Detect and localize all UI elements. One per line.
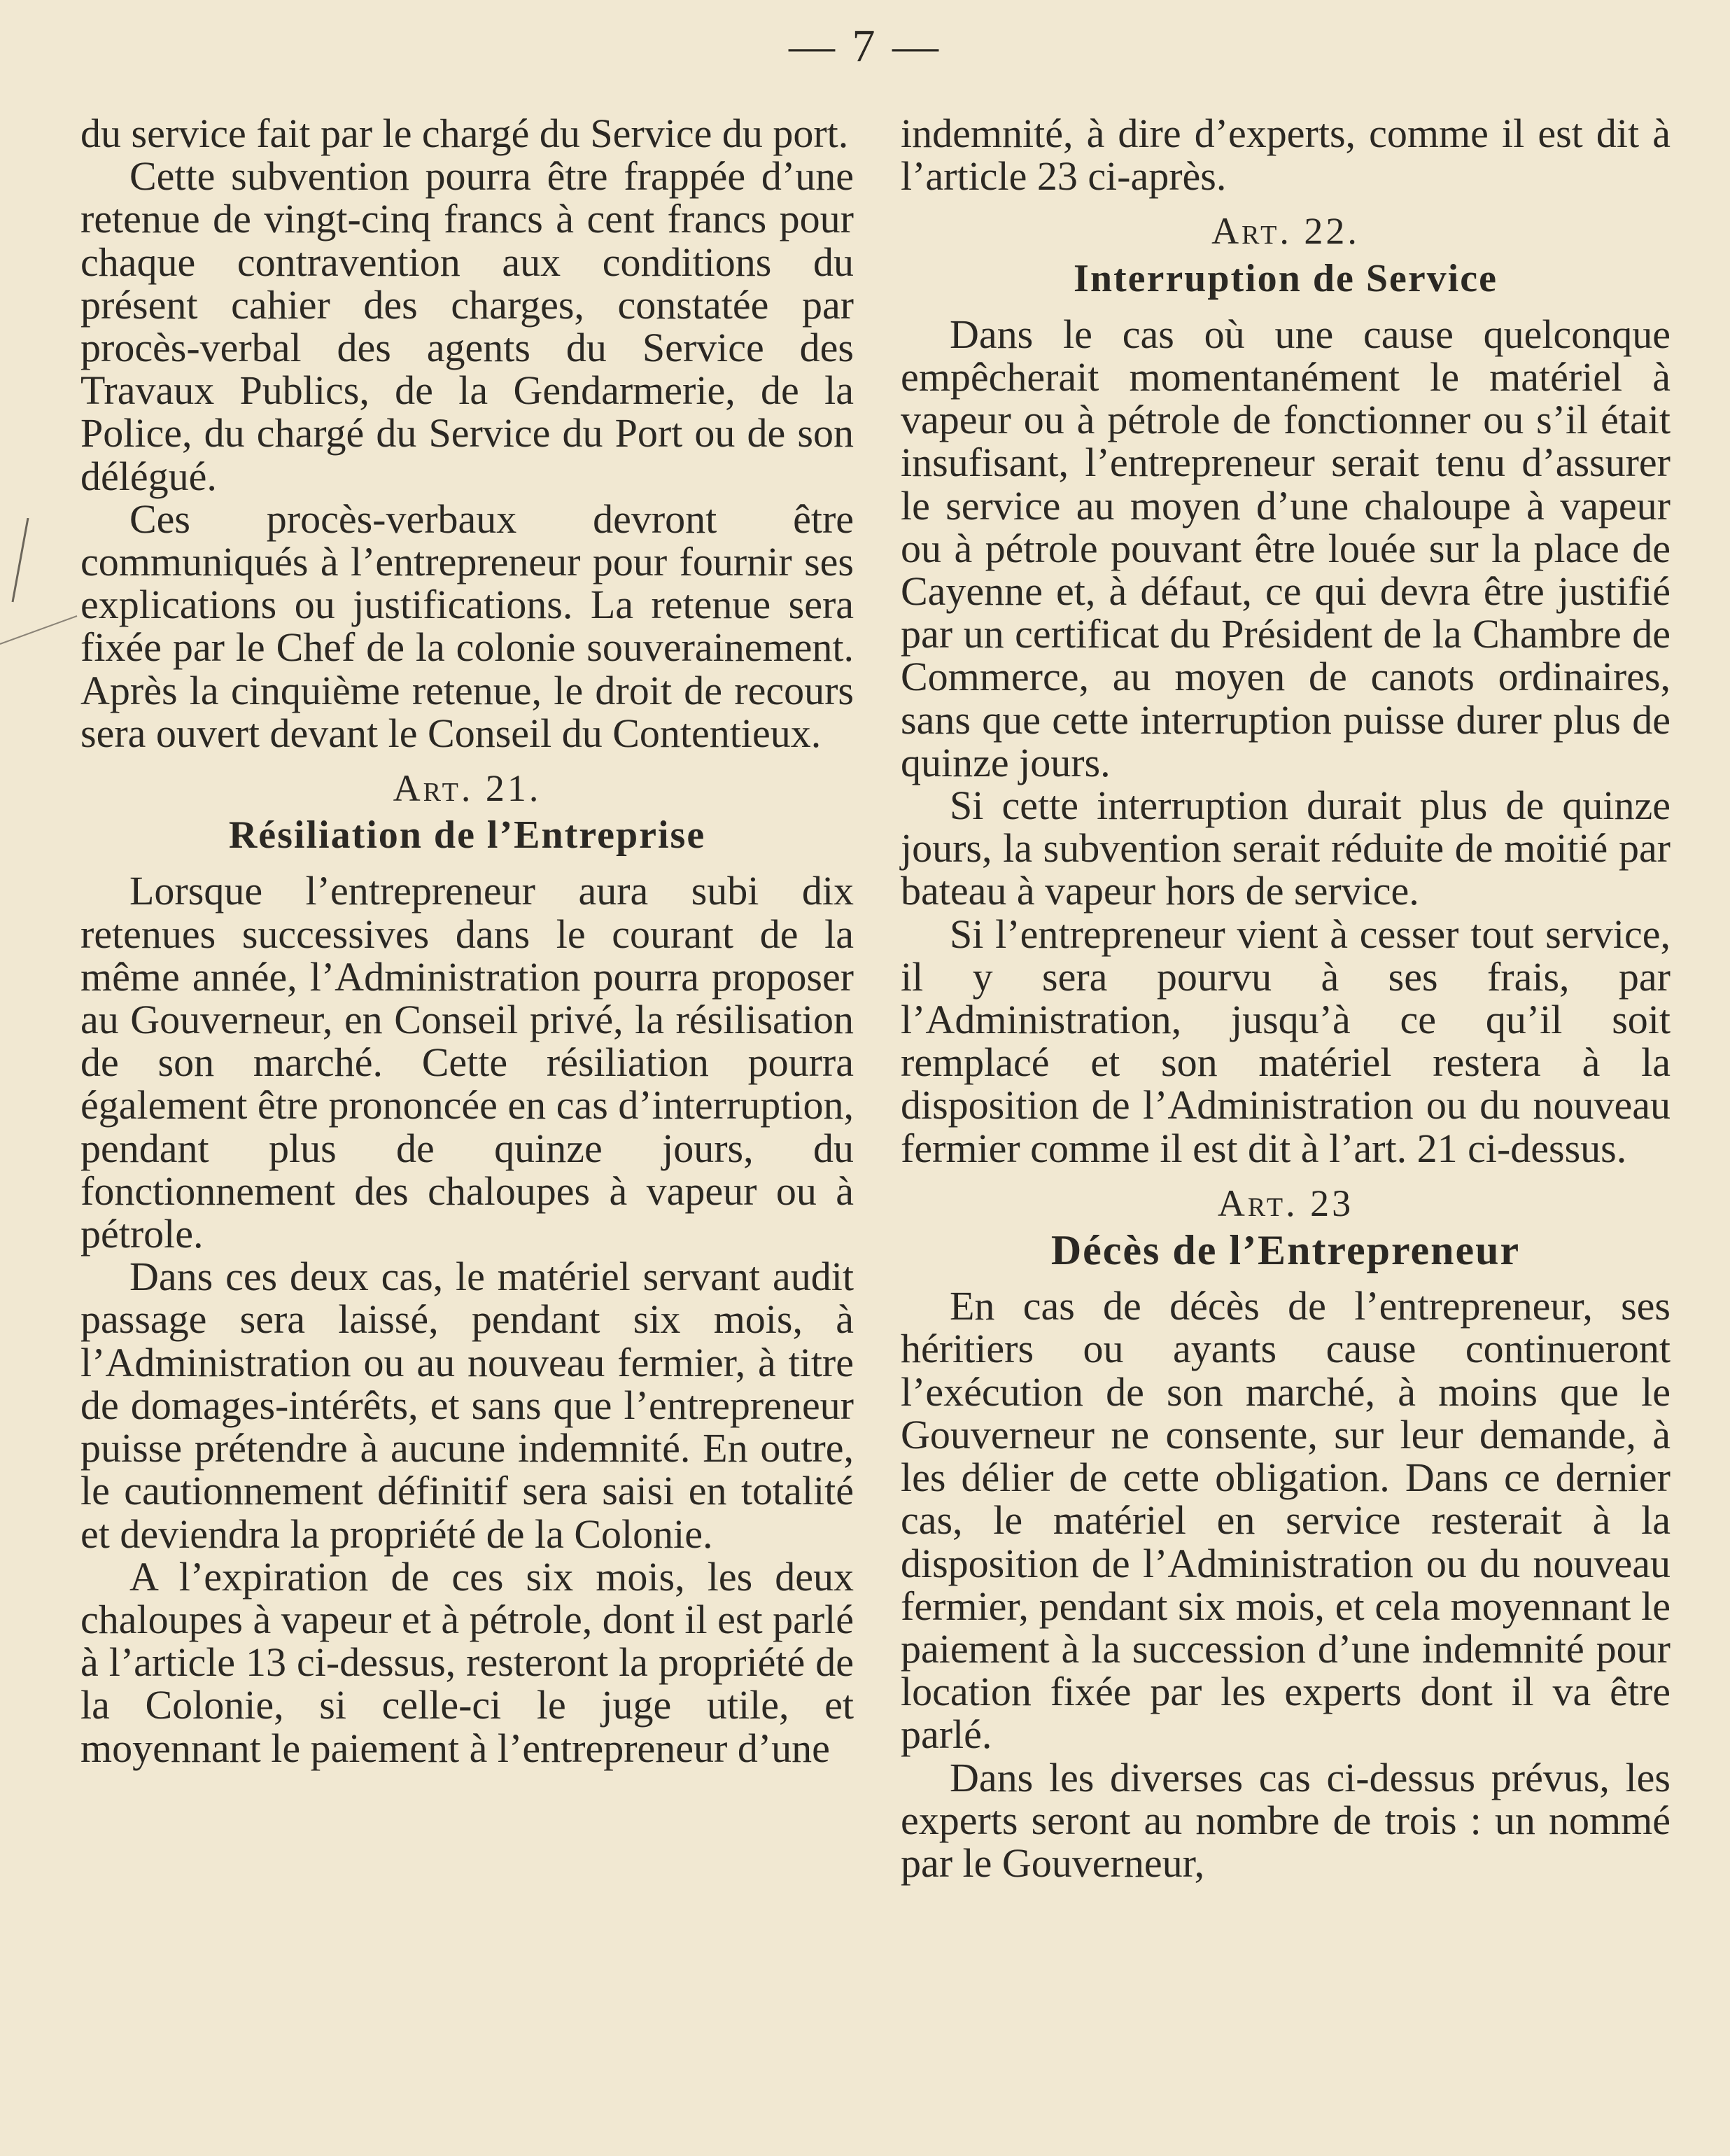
paragraph: Cette subvention pourra être frappée d’une retenue de vingt-cinq francs à cent francs pour chaque contravention aux conditions du présent cahier des charges, constatée par procès-verbal des agents du Service des Travaux Publics, de la Gendarmerie, de la Police, du chargé du Service du Port ou de son délégué. <box>80 153 854 499</box>
article-title: Interruption de Service <box>1074 256 1498 300</box>
paragraph: Dans le cas où une cause quelconque empêcherait momentanément le matériel à vapeur ou à pétrole de fonctionner ou s’il était insufisant, l’entrepreneur serait tenu d’assurer le service au moyen d’une chaloupe à vapeur ou à pétrole pouvant être louée sur la place de Cayenne et, à défaut, ce qui devra être justifié par un certificat du Président de la Chambre de Commerce, au moyen de canots ordinaires, sans que cette interruption puisse durer plus de quinze jours. <box>901 311 1671 785</box>
article-number: Art. 22. <box>1211 210 1360 253</box>
right-column <box>901 112 1671 1884</box>
paragraph: Dans ces deux cas, le matériel servant audit passage sera laissé, pendant six mois, à l’Administration ou au nouveau fermier, à titre de domages-intérêts, et sans que l’entrepreneur puisse prétendre à aucune indemnité. En outre, le cautionnement définitif sera saisi en totalité et deviendra la propriété de la Colonie. <box>80 1254 854 1557</box>
pencil-margin-mark <box>0 518 84 658</box>
paragraph: Si cette interruption durait plus de quinze jours, la subvention serait réduite de moitié par bateau à vapeur hors de service. <box>901 783 1671 914</box>
paragraph: Si l’entrepreneur vient à cesser tout service, il y sera pourvu à ses frais, par l’Administration, jusqu’à ce qu’il soit remplacé et son matériel restera à la disposition de l’Administration ou du nouveau fermier comme il est dit à l’art. 21 ci-dessus. <box>901 911 1671 1171</box>
left-column <box>80 112 854 1770</box>
article-title: Résiliation de l’Entreprise <box>228 813 706 858</box>
paragraph: En cas de décès de l’entrepreneur, ses héritiers ou ayants cause continueront l’exécution de son marché, à moins que le Gouverneur ne consente, sur leur demande, à les délier de cette obligation. Dans ce dernier cas, le matériel en service resterait à la disposition de l’Administration ou du nouveau fermier, pendant six mois, et cela moyennant le paiement à la succession d’une indemnité pour location fixée par les experts dont il va être parlé. <box>901 1283 1671 1758</box>
paragraph: Lorsque l’entrepreneur aura subi dix retenues successives dans le courant de la même année, l’Administration pourra proposer au Gouverneur, en Conseil privé, la résilisation de son marché. Cette résiliation pourra également être prononcée en cas d’interruption, pendant plus de quinze jours, du fonctionnement des chaloupes à vapeur ou à pétrole. <box>80 868 854 1257</box>
article-number: Art. 23 <box>1217 1182 1354 1224</box>
paragraph: du service fait par le chargé du Service du port. <box>80 111 849 156</box>
article-title: Décès de l’Entrepreneur <box>1050 1227 1521 1274</box>
page-number: — 7 — <box>789 20 941 71</box>
paragraph: Ces procès-verbaux devront être communiqués à l’entrepreneur pour fournir ses explications ou justifications. La retenue sera fixée par le Chef de la colonie souverainement. Après la cinquième retenue, le droit de recours sera ouvert devant le Conseil du Contentieux. <box>80 496 854 756</box>
article-number: Art. 21. <box>393 767 542 810</box>
paragraph: indemnité, à dire d’experts, comme il est dit à l’article 23 ci-après. <box>901 111 1671 200</box>
paragraph: A l’expiration de ces six mois, les deux chaloupes à vapeur et à pétrole, dont il est parlé à l’article 13 ci-dessus, resteront la propriété de la Colonie, si celle-ci le juge utile, et moyennant le paiement à l’entrepreneur d’une <box>80 1553 854 1771</box>
paragraph: Dans les diverses cas ci-dessus prévus, les experts seront au nombre de trois : un nommé par le Gouverneur, <box>901 1754 1671 1886</box>
